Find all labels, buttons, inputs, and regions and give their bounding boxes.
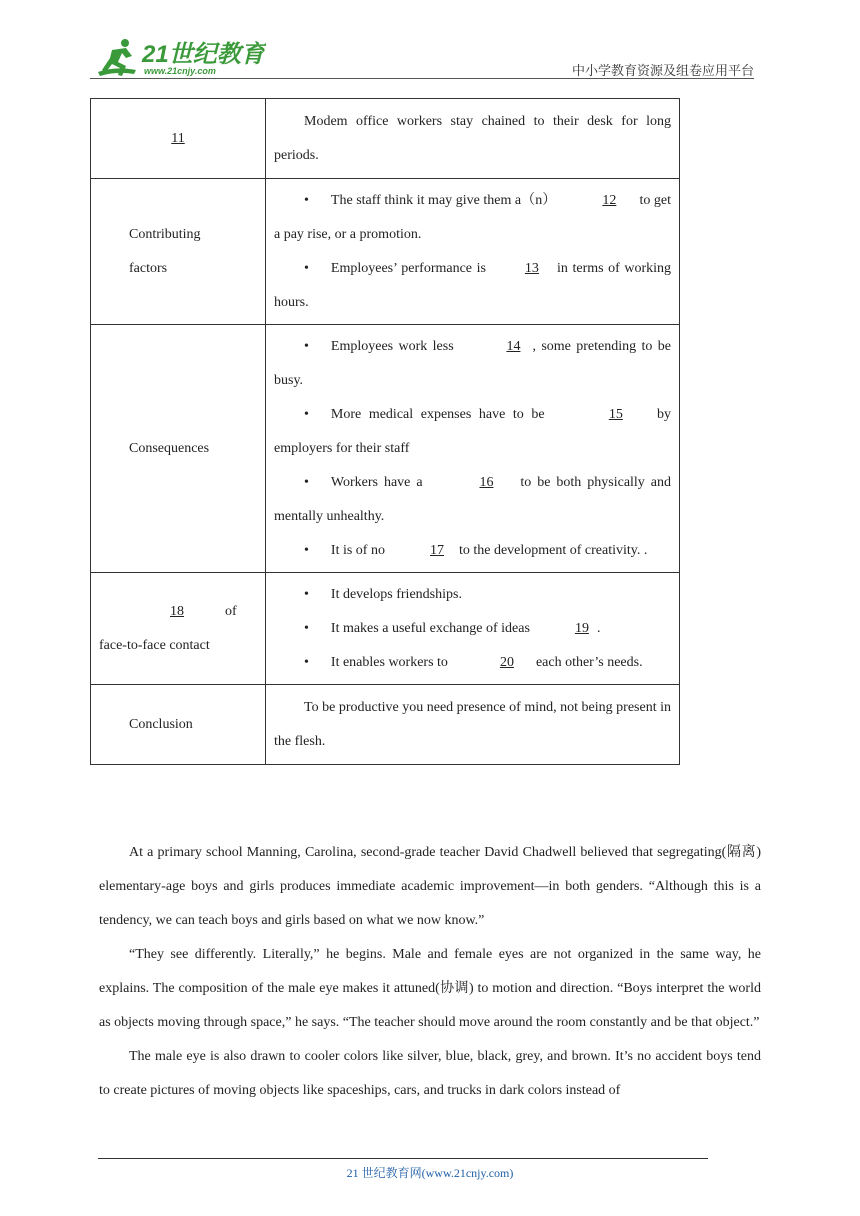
passage-paragraph: “They see differently. Literally,” he begins. Male and female eyes are not organized in the same way, he explains. The composition of the male eye makes it attuned(协调) to motion and direction. “Boys interpret the world as objects moving through space,” he says. “The teacher should move around the room constantly and be that object.” [99, 947, 761, 1030]
passage-paragraph: The male eye is also drawn to cooler colors like silver, blue, black, grey, and brown. It’s no accident boys tend to create pictures of moving objects like spaceships, cars, and trucks in dark colors instead of [99, 1049, 761, 1098]
blank-19: 19 [574, 620, 589, 636]
site-logo [96, 36, 266, 80]
outline-table [90, 98, 680, 765]
row-text: Modem office workers stay chained to their desk for long periods. [274, 113, 671, 163]
table-row [91, 99, 680, 179]
table-row [91, 573, 680, 685]
blank-16: 16 [479, 474, 494, 490]
bullet-item: • It is of no 17 to the development of creativity. . [274, 534, 671, 568]
blank-18: 18 [170, 603, 184, 619]
row-label [91, 325, 266, 573]
row-text: To be productive you need presence of mind, not being present in the flesh. [274, 699, 671, 749]
bullet-item: • It makes a useful exchange of ideas 19 . [274, 612, 671, 646]
row-label [91, 685, 266, 765]
bullet-item: • It develops friendships. [304, 586, 462, 602]
footer-divider [98, 1158, 708, 1159]
face-to-face-label: 18 of [99, 595, 257, 629]
bullet-item: • Employees work less 14 , some pretending to be busy. [274, 330, 671, 398]
contributing-factors-label: Contributing factors [129, 226, 201, 276]
table-row [91, 179, 680, 325]
row-label [91, 179, 266, 325]
svg-text:21世纪教育: 21世纪教育 [142, 41, 265, 68]
bullet-item: • Workers have a 16 to be both physically and mentally unhealthy. [274, 466, 671, 534]
blank-20: 20 [499, 654, 514, 670]
table-row [91, 325, 680, 573]
row-content [266, 685, 680, 765]
blank-15: 15 [608, 406, 623, 422]
bullet-item: • It enables workers to 20 each other’s needs. [274, 646, 671, 680]
bullet-item: • Employees’ performance is 13 in terms of working hours. [274, 252, 671, 320]
row-label [91, 99, 266, 179]
consequences-label: Consequences [129, 440, 210, 456]
blank-12: 12 [602, 192, 617, 208]
blank-11: 11 [171, 130, 185, 146]
header-platform-name: 中小学教育资源及组卷应用平台 [571, 63, 754, 78]
bullet-item: • The staff think it may give them a（n） 12 to get a pay rise, or a promotion. [274, 184, 671, 252]
blank-14: 14 [506, 338, 521, 354]
reading-passage [99, 836, 761, 1108]
row-content [266, 573, 680, 685]
footer-link[interactable]: 21 世纪教育网(www.21cnjy.com) [346, 1166, 514, 1180]
header-divider [90, 78, 754, 79]
row-content [266, 179, 680, 325]
blank-17: 17 [429, 542, 444, 558]
table-row [91, 685, 680, 765]
blank-13: 13 [524, 260, 539, 276]
svg-text:www.21cnjy.com: www.21cnjy.com [144, 66, 216, 76]
conclusion-label: Conclusion [129, 716, 193, 732]
row-label: 18 of face-to-face contact [91, 573, 266, 685]
row-content [266, 325, 680, 573]
passage-paragraph: At a primary school Manning, Carolina, second-grade teacher David Chadwell believed that segregating(隔离) elementary-age boys and girls produces immediate academic improvement—in both genders. “Although this is a tendency, we can teach boys and girls based on what we now know.” [99, 845, 761, 928]
row-content [266, 99, 680, 179]
bullet-item: • More medical expenses have to be 15 by employers for their staff [274, 398, 671, 466]
runner-icon [98, 39, 136, 76]
